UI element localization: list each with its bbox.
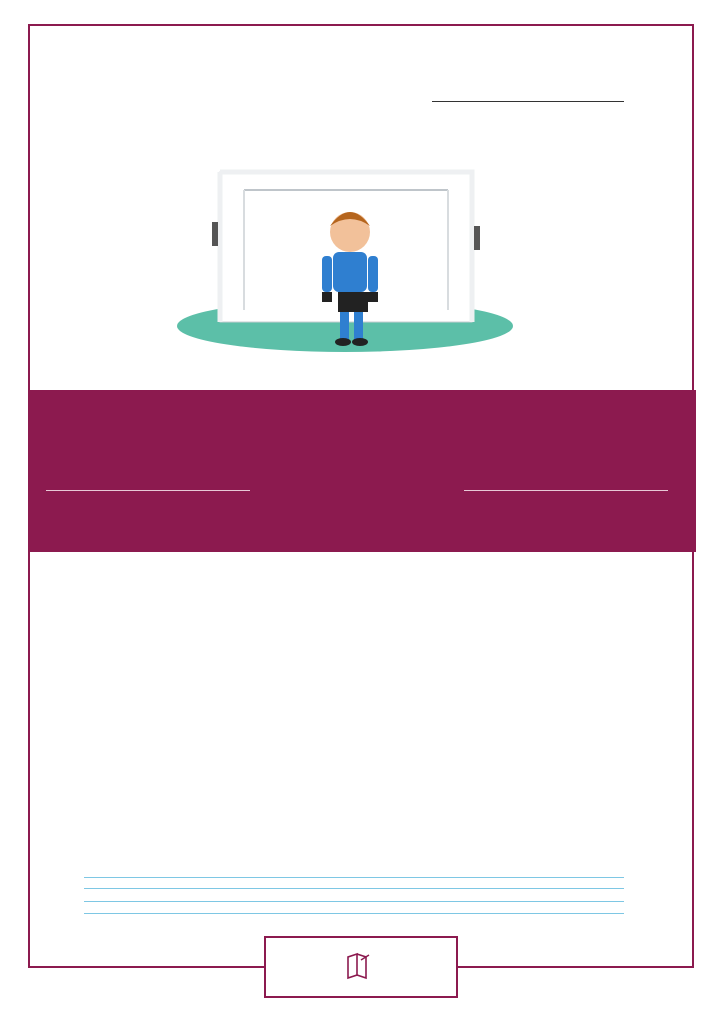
player-card [347,590,497,598]
banner-rule-right [464,490,668,491]
player-card [58,590,208,598]
player-card [72,776,222,784]
player-card [490,776,640,784]
tanvarazs-logo [264,936,458,998]
player-card [209,590,359,598]
writing-line[interactable] [84,913,624,914]
player-card [350,776,500,784]
banner-rule-left [46,490,250,491]
player-card [210,776,360,784]
writing-line[interactable] [84,901,624,902]
writing-line[interactable] [84,877,624,878]
book-icon [345,952,371,982]
player-card [492,590,642,598]
writing-line[interactable] [84,888,624,889]
title-banner [28,390,696,552]
